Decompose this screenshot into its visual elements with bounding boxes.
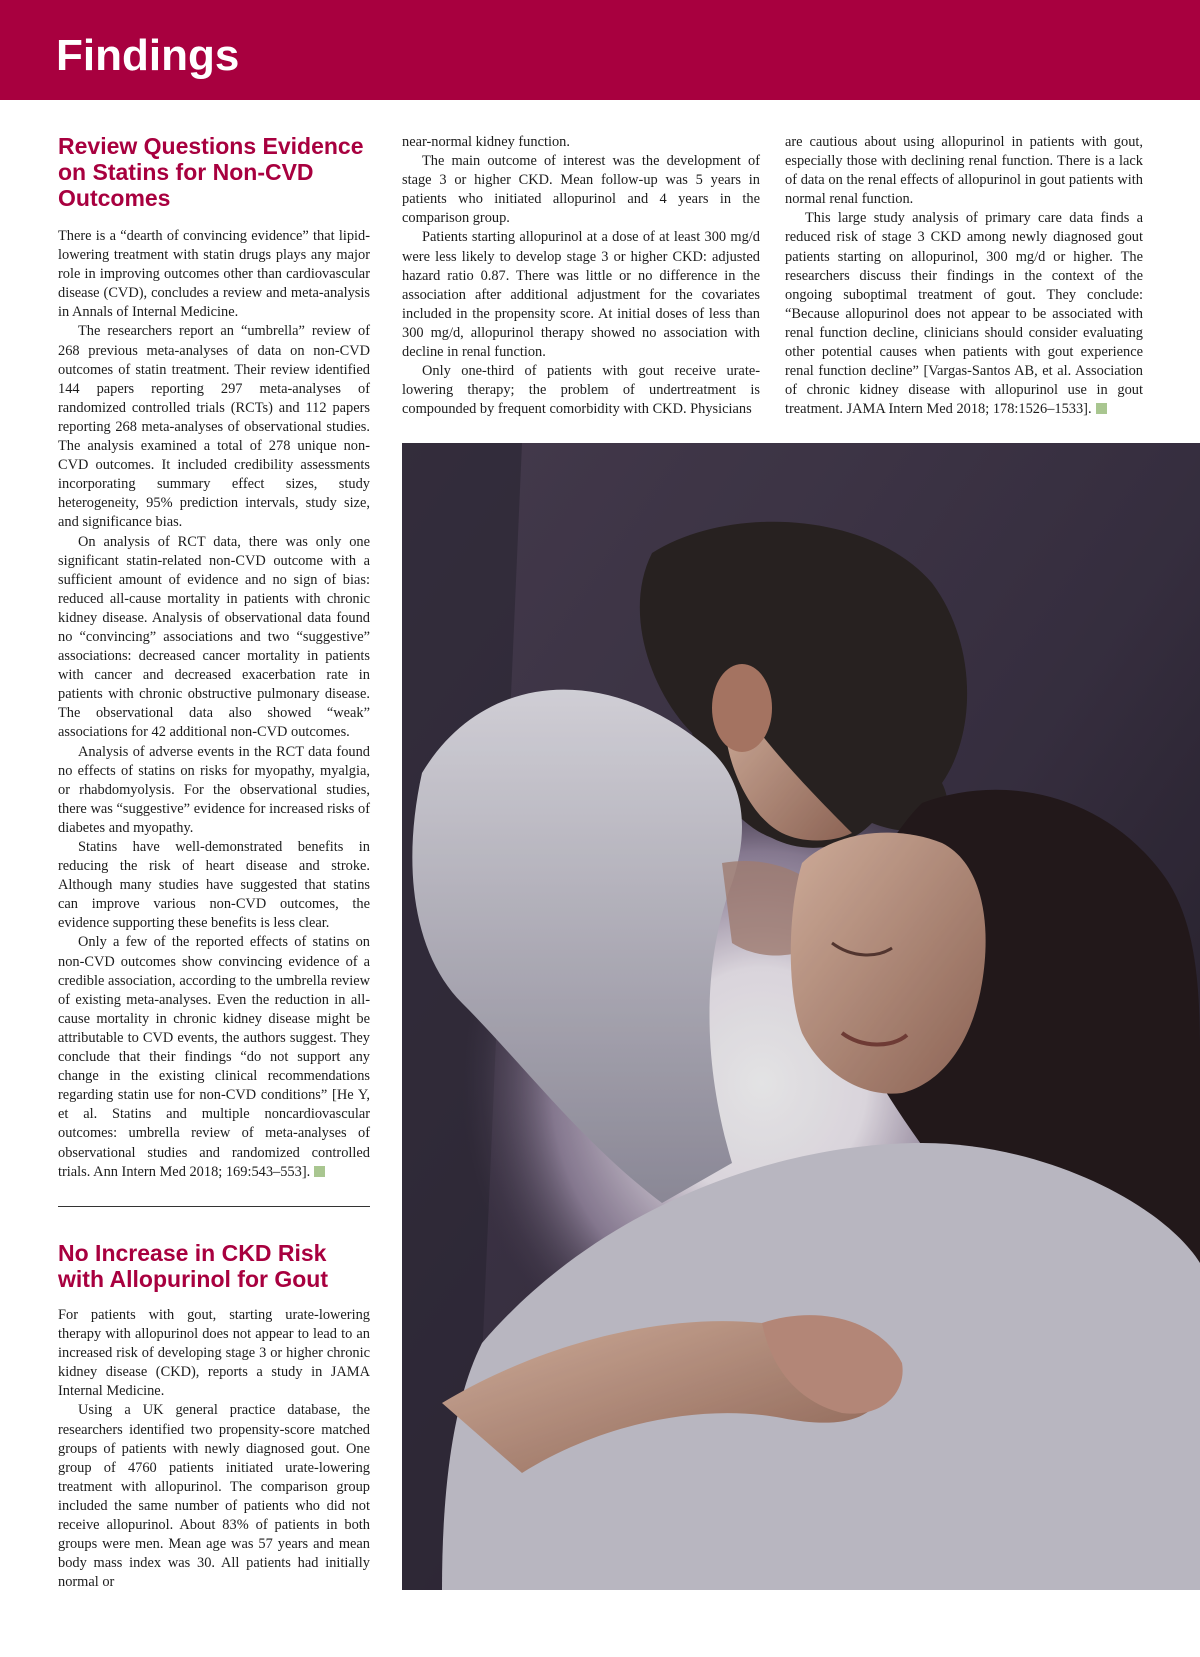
section-banner [0,0,1200,100]
article-statins-paragraph-text: Only a few of the reported effects of statins on non-CVD outcomes show convincing evidence of a credible association, according to the umbrella review of existing meta-analyses. Even the reduction in all-cause mortality in chronic kidney disease might be attributable to CVD events, the authors suggest. They conclude that their findings “do not support any change in the existing clinical recommendations regarding statin use for non-CVD conditions” [He Y, et al. Statins and multiple noncardiovascular outcomes: umbrella review of meta-analyses of observational studies and randomized controlled trials. Ann Intern Med 2018; 169:543–553]. [58,934,370,1180]
article-allopurinol-paragraph: Using a UK general practice database, the researchers identified two propensity-score matched groups of patients with newly diagnosed gout. One group of 4760 patients initiated urate-lowering treatment with allopurinol. The comparison group included the same number of patients who did not receive allopurinol. About 83% of patients in both groups were men. Mean age was 57 years and mean body mass index was 30. All patients had initially normal or [58,1402,370,1591]
article-allopurinol-paragraph: Only one-third of patients with gout receive urate-lowering therapy; the problem of undertreatment is compounded by frequent comorbidity with CKD. Physicians [402,363,760,418]
article-statins-paragraph: The researchers report an “umbrella” review of 268 previous meta-analyses of data on non-CVD outcomes of statin treatment. Their review identified 144 papers reporting 297 meta-analyses of randomized controlled trials (RCTs) and 112 papers reporting 268 meta-analyses of observational studies. The analysis examined a total of 278 unique non-CVD outcomes. It included credibility assessments incorporating summary effect sizes, study heterogeneity, 95% prediction intervals, study size, and significance bias. [58,323,370,531]
article-allopurinol-headline: No Increase in CKD Risk with Allopurinol for Gout [58,1240,328,1292]
article-allopurinol-paragraph-last [785,209,1143,419]
article-statins-paragraph-last [58,933,370,1181]
article-allopurinol-column-2 [402,133,760,419]
article-allopurinol-paragraph: Patients starting allopurinol at a dose of at least 300 mg/d were less likely to develop stage 3 or higher CKD: adjusted hazard ratio 0.87. There was little or no difference in the association after additional adjustment for the covariates included in the propensity score. At initial doses of less than 300 mg/d, allopurinol therapy showed no association with decline in renal function. [402,229,760,361]
article-allopurinol-paragraph-text: This large study analysis of primary care data finds a reduced risk of stage 3 CKD among newly diagnosed gout patients starting on allopurinol, 300 mg/d or higher. The researchers discuss their findings in the context of the ongoing suboptimal treatment of gout. They conclude: “Because allopurinol does not appear to be associated with renal function decline, clinicians should consider evaluating other potential causes when patients with gout experience renal function decline” [Vargas-Santos AB, et al. Association of chronic kidney disease with allopurinol use in gout treatment. JAMA Intern Med 2018; 178:1526–1533]. [785,210,1143,418]
mother-and-child-photo [402,443,1200,1590]
article-statins-paragraph: Analysis of adverse events in the RCT data found no effects of statins on risks for myopathy, myalgia, or rhabdomyolysis. For the observational studies, there was “suggestive” evidence for increased risks of diabetes and myopathy. [58,743,370,836]
article-allopurinol-column-3 [785,133,1143,419]
article-allopurinol-paragraph: For patients with gout, starting urate-lowering therapy with allopurinol does not appear to lead to an increased risk of developing stage 3 or higher chronic kidney disease (CKD), reports a study in JAMA Internal Medicine. [58,1307,370,1400]
article-statins-column [58,133,370,1182]
article-allopurinol-paragraph: near-normal kidney function. [402,134,570,150]
photo-illustration [402,443,1200,1590]
section-title: Findings [56,31,240,80]
photo-vignette [402,443,1200,1590]
article-allopurinol-paragraph: The main outcome of interest was the development of stage 3 or higher CKD. Mean follow-up was 5 years in patients who initiated allopurinol and 4 years in the comparison group. [402,153,760,227]
end-of-article-mark [1096,403,1107,414]
article-allopurinol-column-1 [58,1240,370,1592]
end-of-article-mark [314,1166,325,1177]
article-divider [58,1206,370,1207]
article-statins-paragraph: Statins have well-demonstrated benefits in reducing the risk of heart disease and stroke. Although many studies have suggested that statins can improve various non-CVD outcomes, the evidence supporting these benefits is less clear. [58,839,370,932]
article-statins-paragraph: There is a “dearth of convincing evidence” that lipid-lowering treatment with statin drugs plays any major role in improving outcomes other than cardiovascular disease (CVD), concludes a review and meta-analysis in Annals of Internal Medicine. [58,228,370,321]
article-statins-headline: Review Questions Evidence on Statins for Non-CVD Outcomes [58,133,364,211]
article-statins-paragraph: On analysis of RCT data, there was only one significant statin-related non-CVD outcome with a sufficient amount of evidence and no sign of bias: reduced all-cause mortality in patients with chronic kidney disease. Analysis of observational data found no “convincing” associations and two “suggestive” associations: decreased cancer mortality in patients with cancer and decreased exacerbation rate in patients with chronic obstructive pulmonary disease. The observational data also showed “weak” associations for 42 additional non-CVD outcomes. [58,533,370,741]
article-allopurinol-paragraph: are cautious about using allopurinol in patients with gout, especially those with declining renal function. There is a lack of data on the renal effects of allopurinol in gout patients with normal renal function. [785,134,1143,208]
